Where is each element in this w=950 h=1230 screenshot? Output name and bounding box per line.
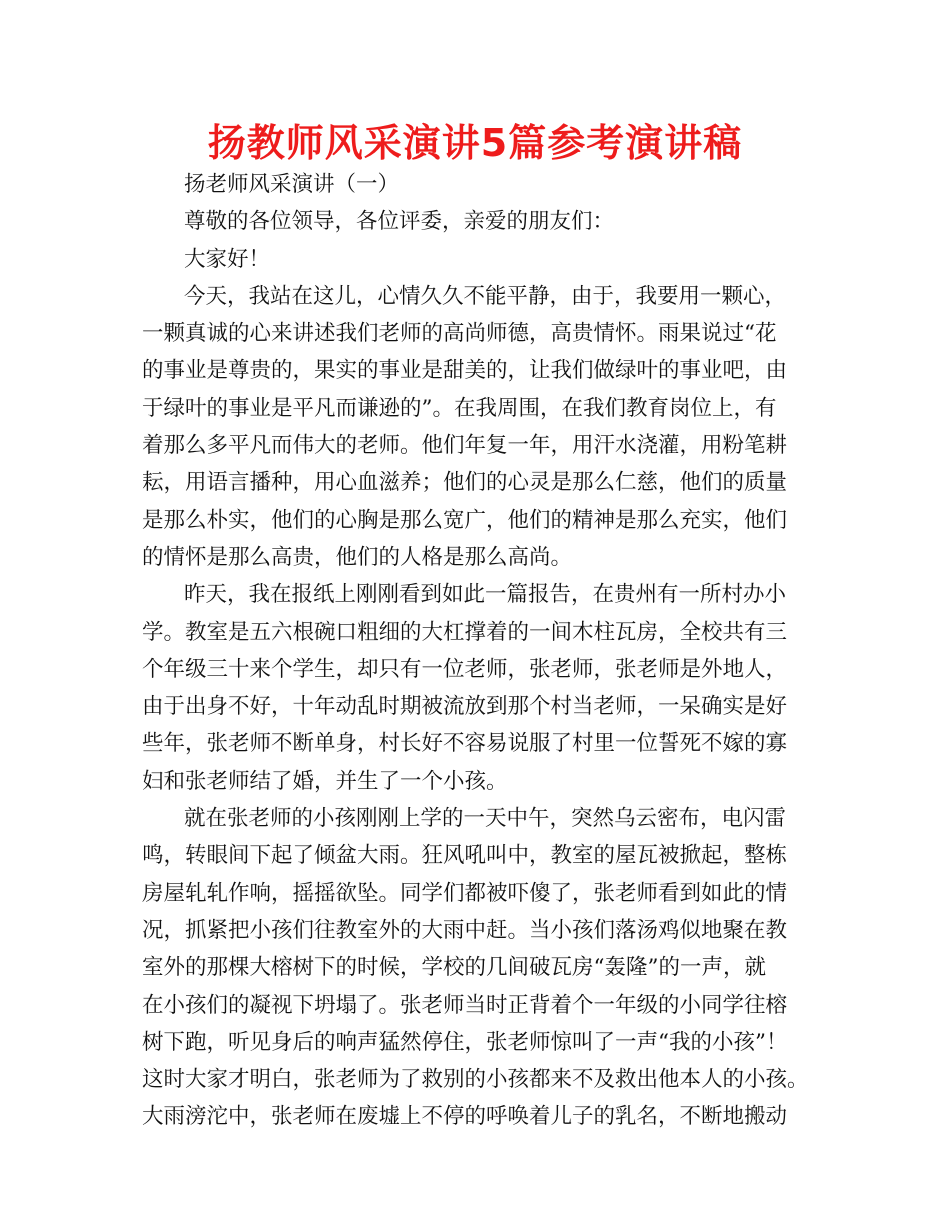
paragraph-line: 这时大家才明白，张老师为了救别的小孩都来不及救出他本人的小孩。: [142, 1067, 809, 1093]
paragraph-line: 于绿叶的事业是平凡而谦逊的”。在我周围，在我们教育岗位上，有: [142, 395, 777, 421]
paragraph-line: 大雨滂沱中，张老师在废墟上不停的呼唤着儿子的乳名，不断地搬动: [142, 1104, 788, 1130]
paragraph-line: 的事业是尊贵的，果实的事业是甜美的，让我们做绿叶的事业吧，由: [142, 358, 788, 384]
paragraph-line: 室外的那棵大榕树下的时候，学校的几间破瓦房“轰隆”的一声，就: [142, 955, 766, 981]
salutation-line: 尊敬的各位领导，各位评委，亲爱的朋友们：: [184, 209, 615, 235]
paragraph-line: 在小孩们的凝视下坍塌了。张老师当时正背着个一年级的小同学往榕: [142, 992, 788, 1018]
paragraph-line: 是那么朴实，他们的心胸是那么宽广，他们的精神是那么充实，他们: [142, 507, 788, 533]
document-title: 扬教师风采演讲5篇参考演讲稿: [207, 121, 743, 165]
paragraph-line: 着那么多平凡而伟大的老师。他们年复一年，用汗水浇灌，用粉笔耕: [142, 433, 788, 459]
paragraph-line: 树下跑，听见身后的响声猛然停住，张老师惊叫了一声“我的小孩”！: [142, 1029, 788, 1055]
paragraph-line: 由于出身不好，十年动乱时期被流放到那个村当老师，一呆确实是好: [142, 694, 788, 720]
paragraph-line: 鸣，转眼间下起了倾盆大雨。狂风吼叫中，教室的屋瓦被掀起，整栋: [142, 843, 788, 869]
section-heading: 扬老师风采演讲（一）: [184, 172, 400, 197]
document-body: [142, 166, 812, 1136]
paragraph-line: 学。教室是五六根碗口粗细的大杠撑着的一间木柱瓦房，全校共有三: [142, 619, 788, 645]
paragraph-line: 况，抓紧把小孩们往教室外的大雨中赶。当小孩们落汤鸡似地聚在教: [142, 917, 788, 943]
paragraph-line: 今天，我站在这儿，心情久久不能平静，由于，我要用一颗心，: [184, 283, 787, 309]
paragraph-line: 个年级三十来个学生，却只有一位老师，张老师，张老师是外地人，: [142, 656, 788, 682]
paragraph-line: 妇和张老师结了婚，并生了一个小孩。: [142, 768, 508, 794]
paragraph-line: 昨天，我在报纸上刚刚看到如此一篇报告，在贵州有一所村办小: [184, 582, 787, 608]
paragraph-line: 耘，用语言播种，用心血滋养；他们的心灵是那么仁慈，他们的质量: [142, 470, 788, 496]
paragraph-line: 些年，张老师不断单身，村长好不容易说服了村里一位誓死不嫁的寡: [142, 731, 788, 757]
paragraph-line: 就在张老师的小孩刚刚上学的一天中午，突然乌云密布，电闪雷: [184, 806, 787, 832]
paragraph-line: 的情怀是那么高贵，他们的人格是那么高尚。: [142, 544, 573, 570]
greeting-line: 大家好！: [184, 246, 271, 272]
paragraph-line: 房屋轧轧作响，摇摇欲坠。同学们都被吓傻了，张老师看到如此的情: [142, 880, 788, 906]
paragraph-line: 一颗真诚的心来讲述我们老师的高尚师德，高贵情怀。雨果说过“花: [142, 321, 777, 347]
